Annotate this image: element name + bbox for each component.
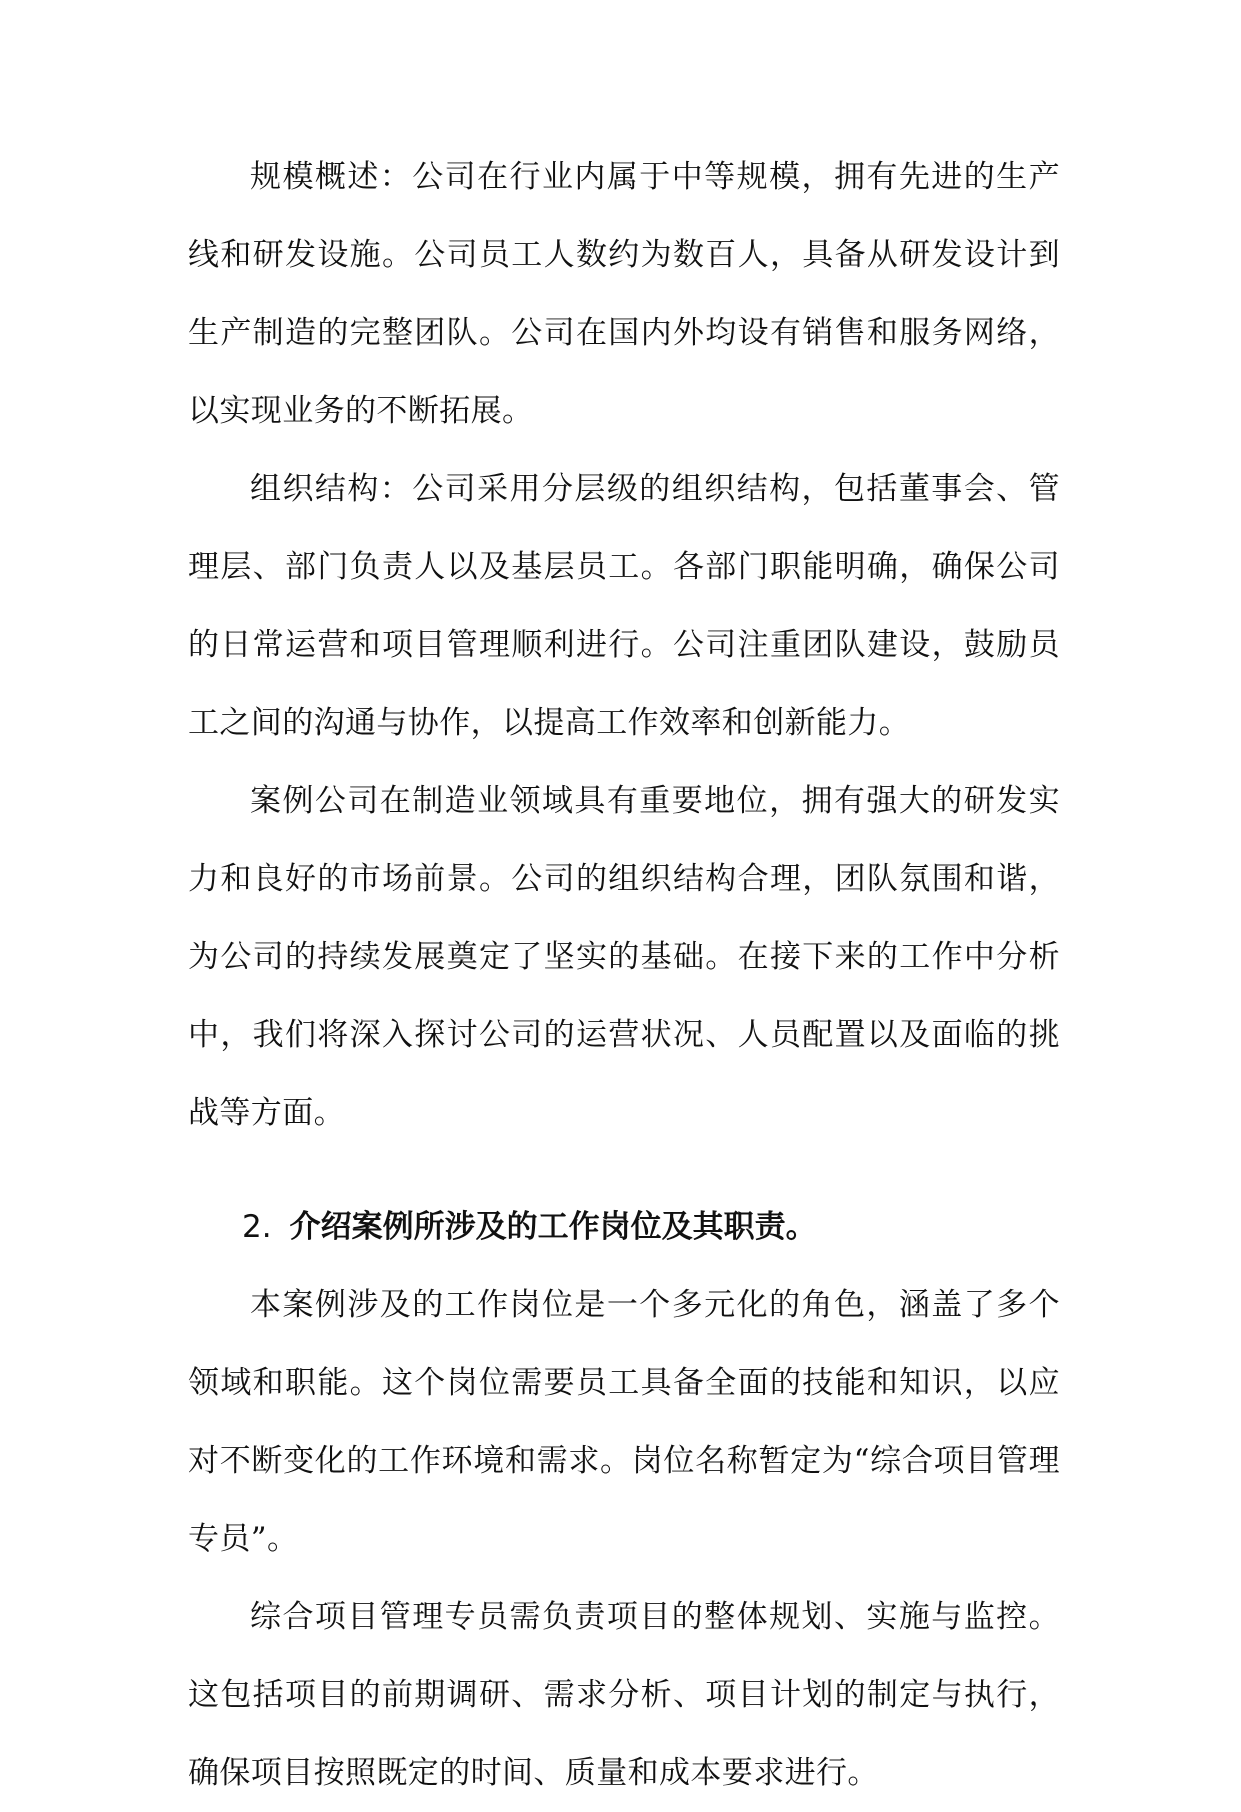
paragraph-role-duties: 综合项目管理专员需负责项目的整体规划、实施与监控。这包括项目的前期调研、需求分析、项目计划的制定与执行，确保项目按照既定的时间、质量和成本要求进行。 <box>188 1599 1060 1791</box>
paragraph-scale-overview: 规模概述：公司在行业内属于中等规模，拥有先进的生产线和研发设施。公司员工人数约为数百人，具备从研发设计到生产制造的完整团队。公司在国内外均设有销售和服务网络，以实现业务的不断拓展。 <box>188 159 1060 429</box>
paragraph-company-summary: 案例公司在制造业领域具有重要地位，拥有强大的研发实力和良好的市场前景。公司的组织结构合理，团队氛围和谐，为公司的持续发展奠定了坚实的基础。在接下来的工作中分析中，我们将深入探讨公司的运营状况、人员配置以及面临的挑战等方面。 <box>188 783 1060 1131</box>
paragraph-role-intro: 本案例涉及的工作岗位是一个多元化的角色，涵盖了多个领域和职能。这个岗位需要员工具备全面的技能和知识，以应对不断变化的工作环境和需求。岗位名称暂定为“综合项目管理专员”。 <box>188 1287 1060 1557</box>
section-heading <box>188 1188 1060 1266</box>
document-page <box>188 138 1060 1812</box>
section-title: 介绍案例所涉及的工作岗位及其职责。 <box>289 1209 817 1245</box>
paragraph-organization-structure: 组织结构：公司采用分层级的组织结构，包括董事会、管理层、部门负责人以及基层员工。各部门职能明确，确保公司的日常运营和项目管理顺利进行。公司注重团队建设，鼓励员工之间的沟通与协作，以提高工作效率和创新能力。 <box>188 471 1060 741</box>
section-number: 2. <box>242 1209 272 1245</box>
